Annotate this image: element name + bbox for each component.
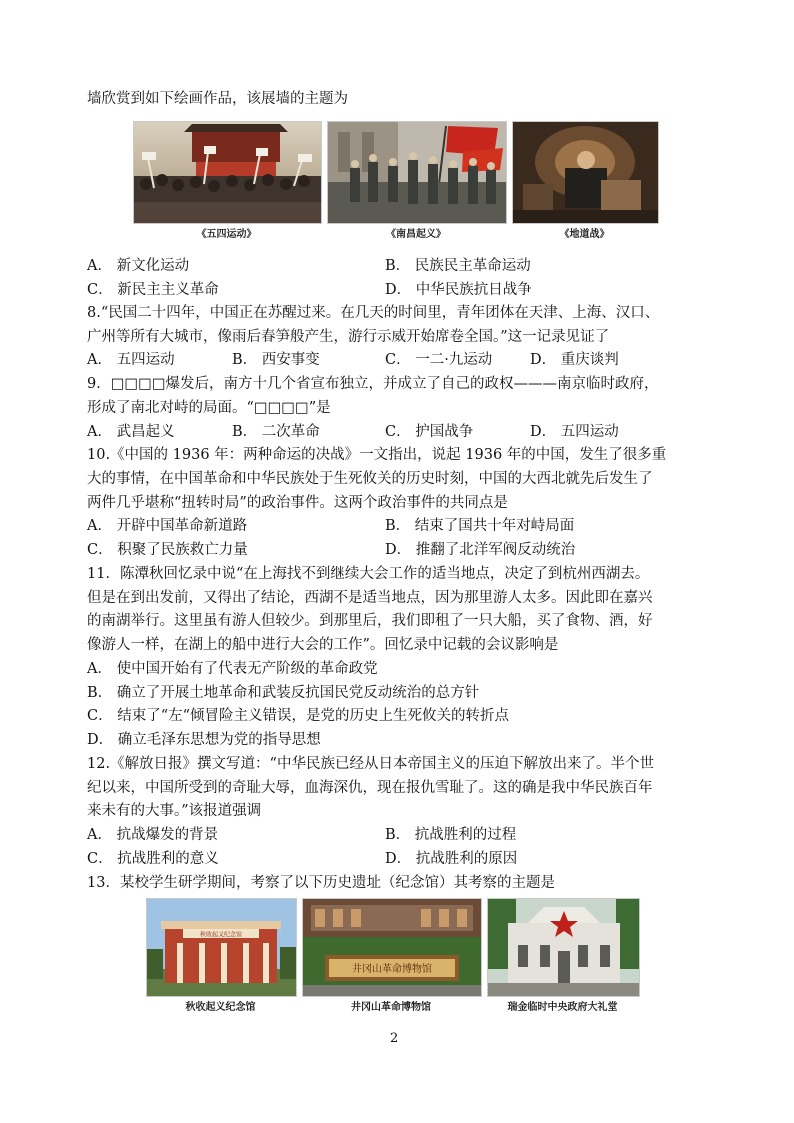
q11-stem-line-3: 的南湖举行。这里虽有游人但较少。到那里后，我们即租了一只大船，买了食物、酒，好 xyxy=(87,613,653,629)
q12-stem-line-2: 纪以来，中国所受到的奇耻大辱，血海深仇，现在报仇雪耻了。这的确是我中华民族百年 xyxy=(87,780,653,796)
q10-option-c[interactable]: C． 积聚了民族救亡力量 xyxy=(87,542,248,558)
q12-stem-line-1: 12.《解放日报》撰文写道：“中华民族已经从日本帝国主义的压迫下解放出来了。半个世 xyxy=(87,756,654,772)
caption-jinggangshan-museum: 井冈山革命博物馆 xyxy=(351,1002,431,1013)
q10-option-b[interactable]: B． 结束了国共十年对峙局面 xyxy=(385,518,575,534)
q8-option-d[interactable]: D． 重庆谈判 xyxy=(530,352,619,368)
q11-stem-line-1: 11．陈潭秋回忆录中说“在上海找不到继续大会工作的适当地点，决定了到杭州西湖去。 xyxy=(87,566,650,582)
q12-option-a[interactable]: A． 抗战爆发的背景 xyxy=(87,827,219,843)
q11-option-d[interactable]: D． 确立毛泽东思想为党的指导思想 xyxy=(87,732,321,748)
q11-option-a[interactable]: A． 使中国开始有了代表无产阶级的革命政党 xyxy=(87,661,378,677)
painting-nanchang-uprising xyxy=(327,121,507,224)
q11-option-c[interactable]: C． 结束了“左“倾冒险主义错误，是党的历史上生死攸关的转折点 xyxy=(87,708,510,724)
q12-option-b[interactable]: B． 抗战胜利的过程 xyxy=(385,827,517,843)
q9-option-d[interactable]: D． 五四运动 xyxy=(530,424,619,440)
q12-option-c[interactable]: C． 抗战胜利的意义 xyxy=(87,851,219,867)
q7-option-b[interactable]: B． 民族民主革命运动 xyxy=(385,258,531,274)
painting-tunnel-warfare xyxy=(512,121,659,224)
q10-option-a[interactable]: A． 开辟中国革命新道路 xyxy=(87,518,248,534)
q7-option-c[interactable]: C． 新民主主义革命 xyxy=(87,282,219,298)
q8-stem-line-2: 广州等所有大城市，像雨后春笋般产生，游行示威开始席卷全国。”这一记录见证了 xyxy=(87,329,610,345)
q8-option-a[interactable]: A． 五四运动 xyxy=(87,352,175,368)
q10-stem-line-3: 两件几乎堪称“扭转时局”的政治事件。这两个政治事件的共同点是 xyxy=(87,495,508,511)
caption-autumn-harvest-memorial: 秋收起义纪念馆 xyxy=(185,1002,256,1013)
q10-stem-line-1: 10.《中国的 1936 年：两种命运的决战》一文指出，说起 1936 年的中国，发生了很多重 xyxy=(87,447,667,463)
museum-sign-text: 井冈山革命博物馆 xyxy=(352,964,432,975)
photo-jinggangshan-museum xyxy=(302,898,482,997)
q11-stem-line-2: 但是在到出发前，又得出了结论，西湖不是适当地点，因为那里游人太多。因此即在嘉兴 xyxy=(87,590,653,606)
q9-option-b[interactable]: B． 二次革命 xyxy=(232,424,320,440)
caption-ruijin-auditorium: 瑞金临时中央政府大礼堂 xyxy=(507,1002,618,1013)
question-7-stem-tail: 墙欣赏到如下绘画作品，该展墙的主题为 xyxy=(87,91,348,107)
q9-option-a[interactable]: A． 武昌起义 xyxy=(87,424,175,440)
q9-stem-line-2: 形成了南北对峙的局面。“□□□□”是 xyxy=(87,400,331,416)
caption-may-fourth: 《五四运动》 xyxy=(196,229,257,240)
painting-may-fourth xyxy=(133,121,322,224)
caption-tunnel-warfare: 《地道战》 xyxy=(559,229,610,240)
q12-option-d[interactable]: D． 抗战胜利的原因 xyxy=(385,851,518,867)
q13-stem: 13．某校学生研学期间，考察了以下历史遗址（纪念馆）其考察的主题是 xyxy=(87,875,555,891)
q10-option-d[interactable]: D． 推翻了北洋军阀反动统治 xyxy=(385,542,576,558)
q8-option-c[interactable]: C． 一二·九运动 xyxy=(385,352,493,368)
page-number: 2 xyxy=(390,1031,399,1046)
q12-stem-line-3: 来未有的大事。”该报道强调 xyxy=(87,803,262,819)
q9-stem-line-1: 9．□□□□爆发后，南方十几个省宣布独立，并成立了自己的政权———南京临时政府， xyxy=(87,376,659,392)
q11-stem-line-4: 像游人一样，在湖上的船中进行大会的工作”。回忆录中记载的会议影响是 xyxy=(87,637,559,653)
q10-stem-line-2: 大的事情，在中国革命和中华民族处于生死攸关的历史时刻，中国的大西北就先后发生了 xyxy=(87,471,653,487)
q7-option-a[interactable]: A． 新文化运动 xyxy=(87,258,190,274)
q11-option-b[interactable]: B． 确立了开展土地革命和武装反抗国民党反动统治的总方针 xyxy=(87,685,480,701)
q9-option-c[interactable]: C． 护国战争 xyxy=(385,424,474,440)
q8-stem-line-1: 8.“民国二十四年，中国正在苏醒过来。在几天的时间里，青年团体在天津、上海、汉口、 xyxy=(87,305,660,321)
caption-nanchang-uprising: 《南昌起义》 xyxy=(386,229,446,240)
q7-option-d[interactable]: D． 中华民族抗日战争 xyxy=(385,282,532,298)
memorial-sign-text: 秋收起义纪念馆 xyxy=(199,931,243,939)
photo-ruijin-auditorium xyxy=(487,898,640,997)
photo-autumn-harvest-memorial xyxy=(146,898,297,997)
q8-option-b[interactable]: B． 西安事变 xyxy=(232,352,320,368)
